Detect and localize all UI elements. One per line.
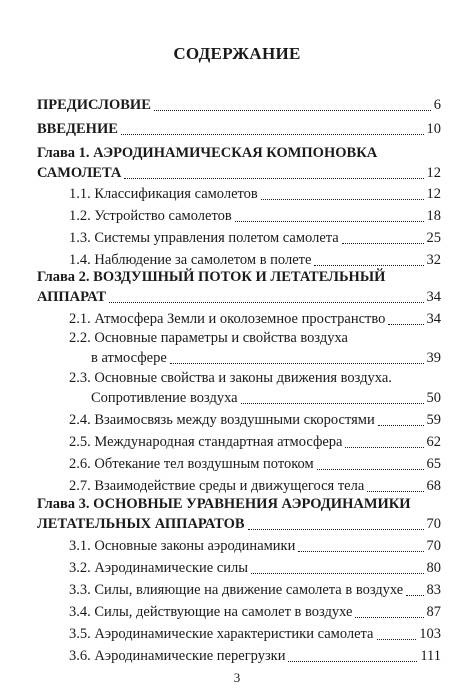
dot-leader	[251, 573, 424, 574]
dot-leader	[288, 661, 417, 662]
dot-leader	[124, 178, 423, 179]
dot-leader	[261, 199, 424, 200]
toc-chapter-2-line1: Глава 2. ВОЗДУШНЫЙ ПОТОК И ЛЕТАТЕЛЬНЫЙ	[37, 269, 386, 285]
toc-page-number: 50	[426, 390, 441, 406]
toc-page-number: 87	[426, 604, 441, 620]
dot-leader	[345, 447, 423, 448]
dot-leader	[248, 529, 424, 530]
page-title: СОДЕРЖАНИЕ	[173, 44, 301, 63]
toc-entry-text: 2.4. Взаимосвязь между воздушными скоростями	[69, 412, 375, 428]
dot-leader	[388, 324, 423, 325]
toc-chapter-3-line1: Глава 3. ОСНОВНЫЕ УРАВНЕНИЯ АЭРОДИНАМИКИ	[37, 496, 411, 512]
toc-entry-text: 1.4. Наблюдение за самолетом в полете	[69, 252, 312, 268]
toc-entry-2-7[interactable]	[69, 476, 441, 496]
toc-page-number: 59	[426, 412, 441, 428]
toc-entry-chapter-2[interactable]	[37, 287, 441, 307]
toc-chapter-1-line1: Глава 1. АЭРОДИНАМИЧЕСКАЯ КОМПОНОВКА	[37, 145, 378, 161]
toc-entry-text: Сопротивление воздуха	[91, 390, 238, 406]
toc-page-number: 34	[426, 311, 441, 327]
toc-page-number: 103	[419, 626, 441, 642]
toc-entry-2-3-line1: 2.3. Основные свойства и законы движения воздуха.	[69, 370, 392, 386]
dot-leader	[241, 403, 424, 404]
toc-entry-2-3[interactable]	[91, 388, 441, 408]
dot-leader	[367, 491, 423, 492]
dot-leader	[235, 221, 424, 222]
toc-page-number: 65	[426, 456, 441, 472]
toc-entry-chapter-1[interactable]	[37, 163, 441, 183]
dot-leader	[342, 243, 424, 244]
toc-entry-text: в атмосфере	[91, 350, 167, 366]
toc-entry-text: АППАРАТ	[37, 289, 107, 305]
toc-entry-preface[interactable]	[37, 95, 441, 115]
dot-leader	[121, 134, 424, 135]
dot-leader	[377, 639, 417, 640]
toc-entry-2-2[interactable]	[91, 348, 441, 368]
toc-page-number: 12	[426, 186, 441, 202]
toc-entry-3-3[interactable]	[69, 580, 441, 600]
toc-entry-text: 2.5. Международная стандартная атмосфера	[69, 434, 343, 450]
toc-entry-3-1[interactable]	[69, 536, 441, 556]
toc-page-number: 12	[426, 165, 441, 181]
toc-entry-text: 3.4. Силы, действующие на самолет в воздухе	[69, 604, 353, 620]
toc-entry-2-4[interactable]	[69, 410, 441, 430]
toc-entry-text: 1.3. Системы управления полетом самолета	[69, 230, 339, 246]
dot-leader	[314, 265, 423, 266]
toc-page-number: 18	[426, 208, 441, 224]
toc-page-number: 32	[426, 252, 441, 268]
toc-page-number: 25	[426, 230, 441, 246]
dot-leader	[170, 363, 424, 364]
dot-leader	[406, 595, 423, 596]
dot-leader	[109, 302, 423, 303]
toc-entry-2-5[interactable]	[69, 432, 441, 452]
page-number: 3	[233, 670, 241, 685]
toc-entry-2-6[interactable]	[69, 454, 441, 474]
toc-page-number: 83	[426, 582, 441, 598]
dot-leader	[317, 469, 424, 470]
toc-page-number: 10	[426, 121, 441, 137]
toc-entry-text: 3.3. Силы, влияющие на движение самолета в воздухе	[69, 582, 404, 598]
toc-page-number: 111	[420, 648, 441, 664]
toc-entry-3-2[interactable]	[69, 558, 441, 578]
toc-entry-text: ПРЕДИСЛОВИЕ	[37, 97, 151, 113]
toc-entry-text: 1.2. Устройство самолетов	[69, 208, 232, 224]
toc-entry-text: ЛЕТАТЕЛЬНЫХ АППАРАТОВ	[37, 516, 245, 532]
toc-entry-text: 2.6. Обтекание тел воздушным потоком	[69, 456, 314, 472]
toc-entry-text: 3.2. Аэродинамические силы	[69, 560, 248, 576]
toc-entry-3-5[interactable]	[69, 624, 441, 644]
toc-entry-introduction[interactable]	[37, 119, 441, 139]
toc-entry-text: 2.7. Взаимодействие среды и движущегося тела	[69, 478, 365, 494]
toc-entry-text: 3.6. Аэродинамические перегрузки	[69, 648, 286, 664]
toc-entry-chapter-3[interactable]	[37, 514, 441, 534]
toc-page-number: 68	[426, 478, 441, 494]
toc-entry-text: 1.1. Классификация самолетов	[69, 186, 258, 202]
toc-entry-2-1[interactable]	[69, 309, 441, 329]
toc-entry-text: 3.5. Аэродинамические характеристики самолета	[69, 626, 374, 642]
toc-page-number: 34	[426, 289, 441, 305]
toc-entry-2-2-line1: 2.2. Основные параметры и свойства воздуха	[69, 330, 348, 346]
toc-entry-text: 2.1. Атмосфера Земли и околоземное пространство	[69, 311, 386, 327]
toc-entry-3-4[interactable]	[69, 602, 441, 622]
toc-entry-1-1[interactable]	[69, 184, 441, 204]
dot-leader	[298, 551, 423, 552]
toc-page-number: 70	[426, 516, 441, 532]
toc-entry-1-3[interactable]	[69, 228, 441, 248]
toc-page-number: 80	[426, 560, 441, 576]
toc-entry-1-2[interactable]	[69, 206, 441, 226]
dot-leader	[378, 425, 424, 426]
toc-entry-text: 3.1. Основные законы аэродинамики	[69, 538, 296, 554]
toc-page-number: 39	[426, 350, 441, 366]
dot-leader	[154, 110, 431, 111]
toc-entry-3-6[interactable]	[69, 646, 441, 666]
toc-entry-text: САМОЛЕТА	[37, 165, 122, 181]
toc-entry-text: ВВЕДЕНИЕ	[37, 121, 118, 137]
toc-page-number: 6	[433, 97, 441, 113]
toc-page-number: 70	[426, 538, 441, 554]
toc-page-number: 62	[426, 434, 441, 450]
dot-leader	[355, 617, 423, 618]
